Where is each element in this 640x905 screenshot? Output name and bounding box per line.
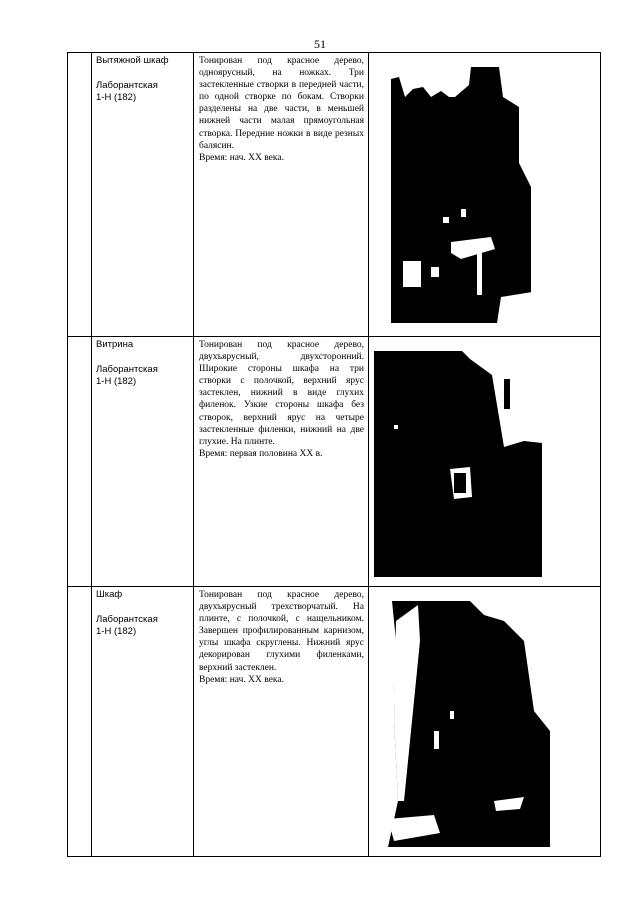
item-name: Вытяжной шкаф [96,55,169,66]
item-description: Тонирован под красное дерево, двухъярусный, двухсторонний. Широкие стороны шкафа на три створки с полочкой, верхний ярус застеклен, нижний в виде глухих филенок. Узкие стороны шкафа без створок, верхний ярус на четыре застекленные филенки, нижний на две глухие. На плинте. [199,340,364,447]
item-room-code: 1-Н (182) [96,626,137,637]
item-description-cell [194,53,369,337]
table-row [68,337,601,587]
photo-cell [369,53,601,337]
item-name-cell [92,337,194,587]
item-photo [374,351,548,577]
item-description-cell [194,587,369,857]
item-time: Время: первая половина XX в. [199,448,323,459]
table-row [68,587,601,857]
item-description-cell [194,337,369,587]
item-photo [374,601,550,847]
item-room-code: 1-Н (182) [96,92,137,103]
item-time: Время: нач. XX века. [199,674,284,685]
item-name-cell [92,53,194,337]
row-number-cell [68,337,92,587]
page-number: 51 [314,37,326,51]
photo-cell [369,337,601,587]
item-room-code: 1-Н (182) [96,376,137,387]
photo-cell [369,587,601,857]
item-description: Тонирован под красное дерево, двухъярусный трехстворчатый. На плинте, с полочкой, с нащельником. Завершен профилированным карнизом, углы шкафа скруглены. Нижний ярус декорирован глухими филенками, верхний застеклен. [199,590,364,673]
item-name: Витрина [96,339,134,350]
item-description: Тонирован под красное дерево, одноярусный, на ножках. Три застекленные створки в передней части, по одной створке по бокам. Створки разделены на две части, в меньшей нижней части малая прямоугольная створка. Передние ножки в виде резных балясин. [199,56,364,151]
item-name: Шкаф [96,589,123,600]
item-name-cell [92,587,194,857]
item-room: Лаборантская [96,614,158,625]
row-number-cell [68,53,92,337]
table-row [68,53,601,337]
item-room: Лаборантская [96,364,158,375]
row-number-cell [68,587,92,857]
inventory-table [67,52,601,857]
item-time: Время: нач. XX века. [199,152,284,163]
item-room: Лаборантская [96,80,158,91]
item-photo [391,67,551,323]
